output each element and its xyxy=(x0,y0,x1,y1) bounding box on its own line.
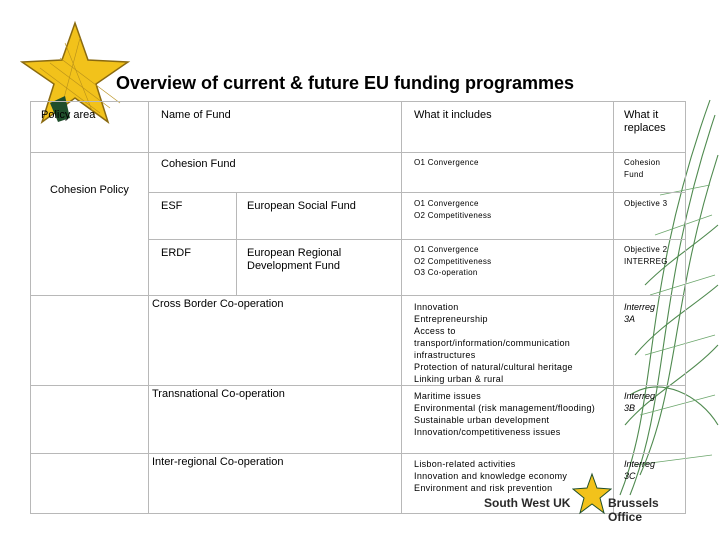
replaces-cell: Interreg 3C xyxy=(614,454,686,514)
replaces-cell: Interreg 3A xyxy=(614,296,686,386)
fund-short-cell: ERDF xyxy=(149,240,237,296)
policy-area-cell xyxy=(31,454,149,514)
policy-area-cell xyxy=(31,296,149,386)
fund-cell: Inter-regional Co-operation xyxy=(149,454,402,514)
header-policy-area: Policy area xyxy=(31,102,149,153)
fund-cell: Cross Border Co-operation xyxy=(149,296,402,386)
footer-star-icon xyxy=(572,472,612,516)
policy-area-cell xyxy=(31,386,149,454)
includes-cell: O1 Convergence xyxy=(402,153,614,193)
page-title: Overview of current & future EU funding programmes xyxy=(116,73,575,93)
policy-area-label: Cohesion Policy xyxy=(50,184,129,196)
table-row xyxy=(31,296,686,386)
fund-short-cell: ESF xyxy=(149,193,237,240)
funding-table xyxy=(30,101,686,514)
footer-right-text: Brussels Office xyxy=(608,496,659,524)
header-what-it-replaces: What it replaces xyxy=(614,102,686,153)
includes-cell: Lisbon-related activities Innovation and knowledge economy Environment and risk prevention xyxy=(402,454,614,514)
replaces-cell: Objective 2 INTERREG xyxy=(614,240,686,296)
table-row xyxy=(31,386,686,454)
fund-long-cell: European Regional Development Fund xyxy=(237,240,402,296)
fund-cell: Transnational Co-operation xyxy=(149,386,402,454)
includes-cell: Innovation Entrepreneurship Access to transport/information/communication infrastructures Protection of natural/cultural heritage Linking urban & rural xyxy=(402,296,614,386)
footer-logo xyxy=(476,470,686,524)
footer-left-text: South West UK xyxy=(484,496,571,510)
fund-cell: Cohesion Fund xyxy=(149,153,402,193)
includes-cell: Maritime issues Environmental (risk management/flooding) Sustainable urban development Innovation/competitiveness issues xyxy=(402,386,614,454)
fund-long-cell: European Social Fund xyxy=(237,193,402,240)
includes-cell: O1 Convergence O2 Competitiveness xyxy=(402,193,614,240)
table-header-row xyxy=(31,102,686,153)
includes-cell: O1 Convergence O2 Competitiveness O3 Co-operation xyxy=(402,240,614,296)
replaces-cell: Cohesion Fund xyxy=(614,153,686,193)
header-what-it-includes: What it includes xyxy=(402,102,614,153)
policy-area-cell xyxy=(31,153,149,296)
replaces-cell: Interreg 3B xyxy=(614,386,686,454)
header-name-of-fund: Name of Fund xyxy=(149,102,402,153)
replaces-cell: Objective 3 xyxy=(614,193,686,240)
